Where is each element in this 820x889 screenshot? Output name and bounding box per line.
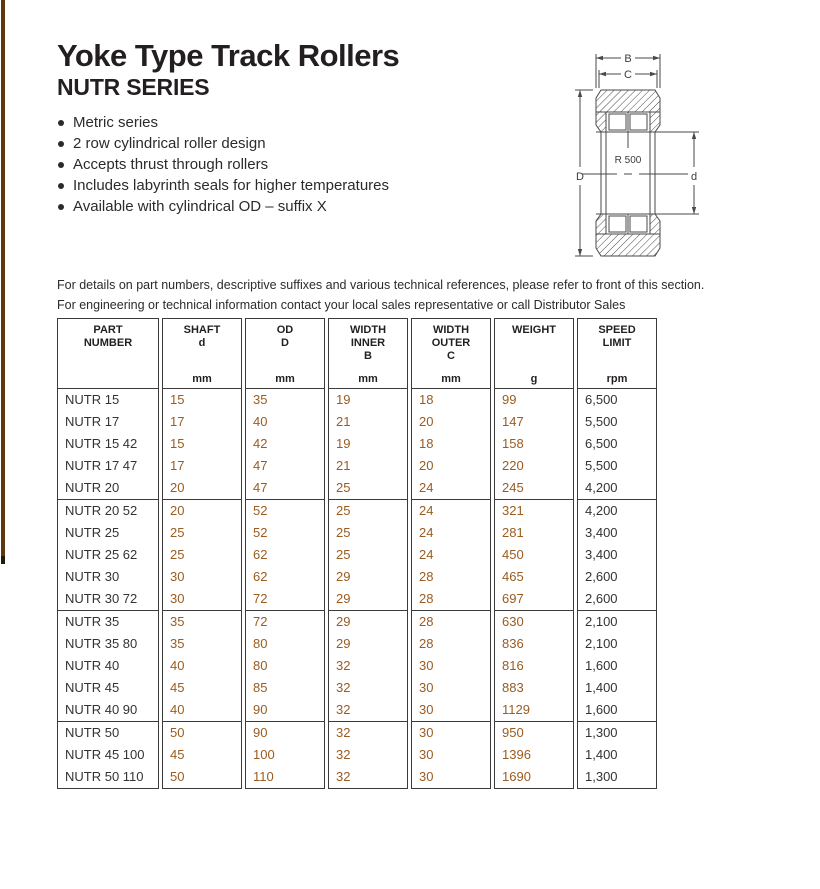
cell-speed-limit: 3,400 (585, 525, 618, 540)
cell-width-inner-B: 32 (336, 747, 351, 762)
cell-od-D: 62 (253, 569, 268, 584)
cell-shaft-d: 40 (170, 702, 185, 717)
feature-item-3: Accepts thrust through rollers (57, 154, 389, 175)
column-header-weight (495, 319, 573, 389)
cell-part-number: NUTR 40 (65, 658, 120, 673)
cell-shaft-d: 35 (170, 636, 185, 651)
row-group-2 (329, 499, 407, 610)
series-subtitle: NUTR SERIES (57, 74, 210, 100)
cell-width-outer-C: 24 (419, 480, 434, 495)
cell-shaft-d: 45 (170, 747, 185, 762)
cell-speed-limit: 1,400 (585, 680, 618, 695)
cell-part-number: NUTR 30 72 (65, 591, 138, 606)
cell-part-number: NUTR 15 42 (65, 436, 138, 451)
header-label: WIDTH (349, 324, 387, 336)
row-group-1 (495, 389, 573, 499)
cell-speed-limit: 1,400 (585, 747, 618, 762)
cell-width-outer-C: 24 (419, 503, 434, 518)
dim-label-C: C (624, 69, 632, 81)
cell-width-outer-C: 28 (419, 636, 434, 651)
cell-weight: 883 (502, 680, 524, 695)
row-group-3 (163, 610, 241, 721)
cell-speed-limit: 2,100 (585, 636, 618, 651)
cell-part-number: NUTR 17 47 (65, 458, 138, 473)
column-header-shaft-d (163, 319, 241, 389)
cell-od-D: 90 (253, 725, 268, 740)
row-group-4 (578, 721, 656, 788)
cell-weight: 220 (502, 458, 524, 473)
cell-od-D: 80 (253, 636, 268, 651)
cell-od-D: 40 (253, 414, 268, 429)
cell-od-D: 52 (253, 525, 268, 540)
row-group-1 (246, 389, 324, 499)
cell-speed-limit: 1,600 (585, 658, 618, 673)
header-label: SPEED (598, 324, 636, 336)
row-group-2 (412, 499, 490, 610)
cell-width-outer-C: 20 (419, 414, 434, 429)
header-label: D (281, 337, 289, 349)
cell-speed-limit: 2,600 (585, 569, 618, 584)
cell-width-outer-C: 28 (419, 591, 434, 606)
cell-width-inner-B: 19 (336, 392, 351, 407)
cell-od-D: 85 (253, 680, 268, 695)
row-group-2 (58, 499, 158, 610)
page-title: Yoke Type Track Rollers (57, 38, 400, 73)
cell-part-number: NUTR 25 62 (65, 547, 138, 562)
row-group-2 (578, 499, 656, 610)
cell-od-D: 72 (253, 614, 268, 629)
cell-width-outer-C: 24 (419, 525, 434, 540)
cell-od-D: 62 (253, 547, 268, 562)
column-speed-limit (577, 318, 657, 789)
column-header-width-outer-C (412, 319, 490, 389)
header-label: WEIGHT (512, 324, 556, 336)
header-label: C (447, 350, 455, 362)
specification-table (57, 318, 657, 789)
cell-od-D: 52 (253, 503, 268, 518)
cell-weight: 465 (502, 569, 524, 584)
cell-speed-limit: 3,400 (585, 547, 618, 562)
roller-cross-section-diagram (570, 28, 705, 268)
cell-weight: 697 (502, 591, 524, 606)
column-od-D (245, 318, 325, 789)
cell-width-inner-B: 32 (336, 680, 351, 695)
cell-width-outer-C: 20 (419, 458, 434, 473)
cell-width-outer-C: 30 (419, 658, 434, 673)
bullet-dot (58, 183, 64, 189)
cell-weight: 836 (502, 636, 524, 651)
column-header-speed-limit (578, 319, 656, 389)
cell-speed-limit: 1,300 (585, 725, 618, 740)
row-group-3 (246, 610, 324, 721)
row-group-3 (329, 610, 407, 721)
cell-od-D: 90 (253, 702, 268, 717)
row-group-4 (246, 721, 324, 788)
bullet-dot (58, 141, 64, 147)
cell-weight: 158 (502, 436, 524, 451)
cell-shaft-d: 20 (170, 480, 185, 495)
row-group-3 (578, 610, 656, 721)
cell-weight: 630 (502, 614, 524, 629)
header-unit: mm (358, 373, 378, 385)
row-group-1 (58, 389, 158, 499)
header-label: OD (276, 324, 294, 336)
row-group-3 (412, 610, 490, 721)
row-group-1 (329, 389, 407, 499)
bullet-dot (58, 204, 64, 210)
cell-od-D: 42 (253, 436, 268, 451)
cell-speed-limit: 6,500 (585, 392, 618, 407)
row-group-2 (163, 499, 241, 610)
cell-shaft-d: 40 (170, 658, 185, 673)
cell-speed-limit: 5,500 (585, 458, 618, 473)
cell-weight: 245 (502, 480, 524, 495)
cell-shaft-d: 15 (170, 436, 185, 451)
cell-weight: 321 (502, 503, 524, 518)
cell-od-D: 47 (253, 458, 268, 473)
page-edge-accent-bar (1, 0, 5, 556)
header-label: OUTER (431, 337, 471, 349)
header-label: WIDTH (432, 324, 470, 336)
cell-speed-limit: 4,200 (585, 480, 618, 495)
row-group-2 (246, 499, 324, 610)
header-unit: mm (275, 373, 295, 385)
cell-part-number: NUTR 50 110 (65, 769, 144, 784)
header-label: d (198, 337, 206, 349)
feature-item-5: Available with cylindrical OD – suffix X (57, 196, 389, 217)
feature-item-2: 2 row cylindrical roller design (57, 133, 389, 154)
cell-width-inner-B: 19 (336, 436, 351, 451)
cell-shaft-d: 50 (170, 725, 185, 740)
cell-shaft-d: 30 (170, 591, 185, 606)
bullet-dot (58, 162, 64, 168)
cell-part-number: NUTR 35 80 (65, 636, 138, 651)
row-group-1 (163, 389, 241, 499)
cell-od-D: 72 (253, 591, 268, 606)
row-group-1 (412, 389, 490, 499)
cell-speed-limit: 6,500 (585, 436, 618, 451)
cell-od-D: 80 (253, 658, 268, 673)
column-width-outer-C (411, 318, 491, 789)
cell-width-outer-C: 30 (419, 725, 434, 740)
column-width-inner-B (328, 318, 408, 789)
row-group-4 (329, 721, 407, 788)
cell-weight: 1129 (502, 702, 530, 717)
cell-shaft-d: 20 (170, 503, 185, 518)
header-unit: mm (192, 373, 212, 385)
crown-radius-label: R 500 (614, 155, 642, 166)
dim-label-D: D (576, 171, 584, 183)
cell-od-D: 35 (253, 392, 268, 407)
cell-speed-limit: 5,500 (585, 414, 618, 429)
row-group-3 (495, 610, 573, 721)
cell-speed-limit: 4,200 (585, 503, 618, 518)
row-group-2 (495, 499, 573, 610)
cell-weight: 1690 (502, 769, 531, 784)
cell-weight: 816 (502, 658, 524, 673)
cell-part-number: NUTR 20 (65, 480, 120, 495)
feature-item-4: Includes labyrinth seals for higher temperatures (57, 175, 389, 196)
cell-part-number: NUTR 30 (65, 569, 120, 584)
column-shaft-d (162, 318, 242, 789)
note-line-1: For details on part numbers, descriptive suffixes and various technical references, please refer to front of this section. (57, 278, 705, 292)
cell-shaft-d: 17 (170, 414, 185, 429)
cell-part-number: NUTR 25 (65, 525, 120, 540)
reference-notes (57, 275, 777, 315)
feature-item-1: Metric series (57, 112, 389, 133)
cell-part-number: NUTR 20 52 (65, 503, 138, 518)
cell-part-number: NUTR 17 (65, 414, 120, 429)
cell-part-number: NUTR 45 100 (65, 747, 145, 762)
cell-od-D: 47 (253, 480, 268, 495)
cell-width-inner-B: 32 (336, 702, 351, 717)
row-group-1 (578, 389, 656, 499)
cell-width-inner-B: 32 (336, 725, 351, 740)
cell-part-number: NUTR 50 (65, 725, 120, 740)
cell-speed-limit: 2,600 (585, 591, 618, 606)
cell-width-inner-B: 29 (336, 591, 351, 606)
cell-width-outer-C: 24 (419, 547, 434, 562)
cell-shaft-d: 25 (170, 525, 185, 540)
cell-weight: 450 (502, 547, 524, 562)
cell-width-inner-B: 25 (336, 480, 351, 495)
column-header-part-number (58, 319, 158, 389)
dim-label-d: d (690, 171, 698, 183)
row-group-4 (495, 721, 573, 788)
cell-weight: 1396 (502, 747, 531, 762)
cell-part-number: NUTR 40 90 (65, 702, 138, 717)
cell-part-number: NUTR 15 (65, 392, 120, 407)
cell-shaft-d: 45 (170, 680, 185, 695)
cell-width-inner-B: 21 (336, 458, 351, 473)
row-group-4 (58, 721, 158, 788)
column-weight (494, 318, 574, 789)
cell-od-D: 100 (253, 747, 275, 762)
page-edge-accent-bar-tip (1, 556, 5, 564)
row-group-3 (58, 610, 158, 721)
cell-shaft-d: 17 (170, 458, 185, 473)
cell-shaft-d: 35 (170, 614, 185, 629)
cell-width-inner-B: 21 (336, 414, 351, 429)
cell-width-outer-C: 30 (419, 680, 434, 695)
cell-shaft-d: 25 (170, 547, 185, 562)
cell-shaft-d: 50 (170, 769, 185, 784)
header-unit: rpm (606, 373, 628, 385)
cell-width-inner-B: 29 (336, 569, 351, 584)
row-group-4 (163, 721, 241, 788)
cell-weight: 147 (502, 414, 524, 429)
cell-part-number: NUTR 35 (65, 614, 120, 629)
header-unit: g (530, 373, 538, 385)
cell-width-inner-B: 25 (336, 503, 351, 518)
cell-shaft-d: 15 (170, 392, 185, 407)
cell-width-inner-B: 32 (336, 769, 351, 784)
cell-weight: 950 (502, 725, 524, 740)
note-line-2: For engineering or technical information contact your local sales representative or call Distributor Sales (57, 298, 626, 312)
cell-width-inner-B: 25 (336, 547, 351, 562)
header-label: B (364, 350, 372, 362)
row-group-4 (412, 721, 490, 788)
cell-width-inner-B: 29 (336, 636, 351, 651)
cell-speed-limit: 1,300 (585, 769, 618, 784)
column-part-number (57, 318, 159, 789)
cell-width-outer-C: 18 (419, 392, 434, 407)
cell-weight: 99 (502, 392, 517, 407)
feature-bullet-list (57, 112, 389, 217)
header-label: PART (93, 324, 123, 336)
header-label: NUMBER (83, 337, 133, 349)
cell-width-outer-C: 30 (419, 702, 434, 717)
dim-label-B: B (624, 53, 632, 65)
cell-width-inner-B: 32 (336, 658, 351, 673)
column-header-width-inner-B (329, 319, 407, 389)
cell-width-outer-C: 30 (419, 769, 434, 784)
cell-weight: 281 (502, 525, 524, 540)
cell-shaft-d: 30 (170, 569, 185, 584)
header-label: LIMIT (602, 337, 632, 349)
cell-width-inner-B: 25 (336, 525, 351, 540)
cell-width-outer-C: 30 (419, 747, 434, 762)
header-label: INNER (350, 337, 386, 349)
cell-od-D: 110 (253, 769, 274, 784)
header-unit: mm (441, 373, 461, 385)
header-label: SHAFT (183, 324, 221, 336)
cell-width-outer-C: 18 (419, 436, 434, 451)
cell-part-number: NUTR 45 (65, 680, 120, 695)
bullet-dot (58, 120, 64, 126)
column-header-od-D (246, 319, 324, 389)
cell-width-outer-C: 28 (419, 614, 434, 629)
cell-width-inner-B: 29 (336, 614, 351, 629)
cell-width-outer-C: 28 (419, 569, 434, 584)
cell-speed-limit: 2,100 (585, 614, 618, 629)
cell-speed-limit: 1,600 (585, 702, 618, 717)
